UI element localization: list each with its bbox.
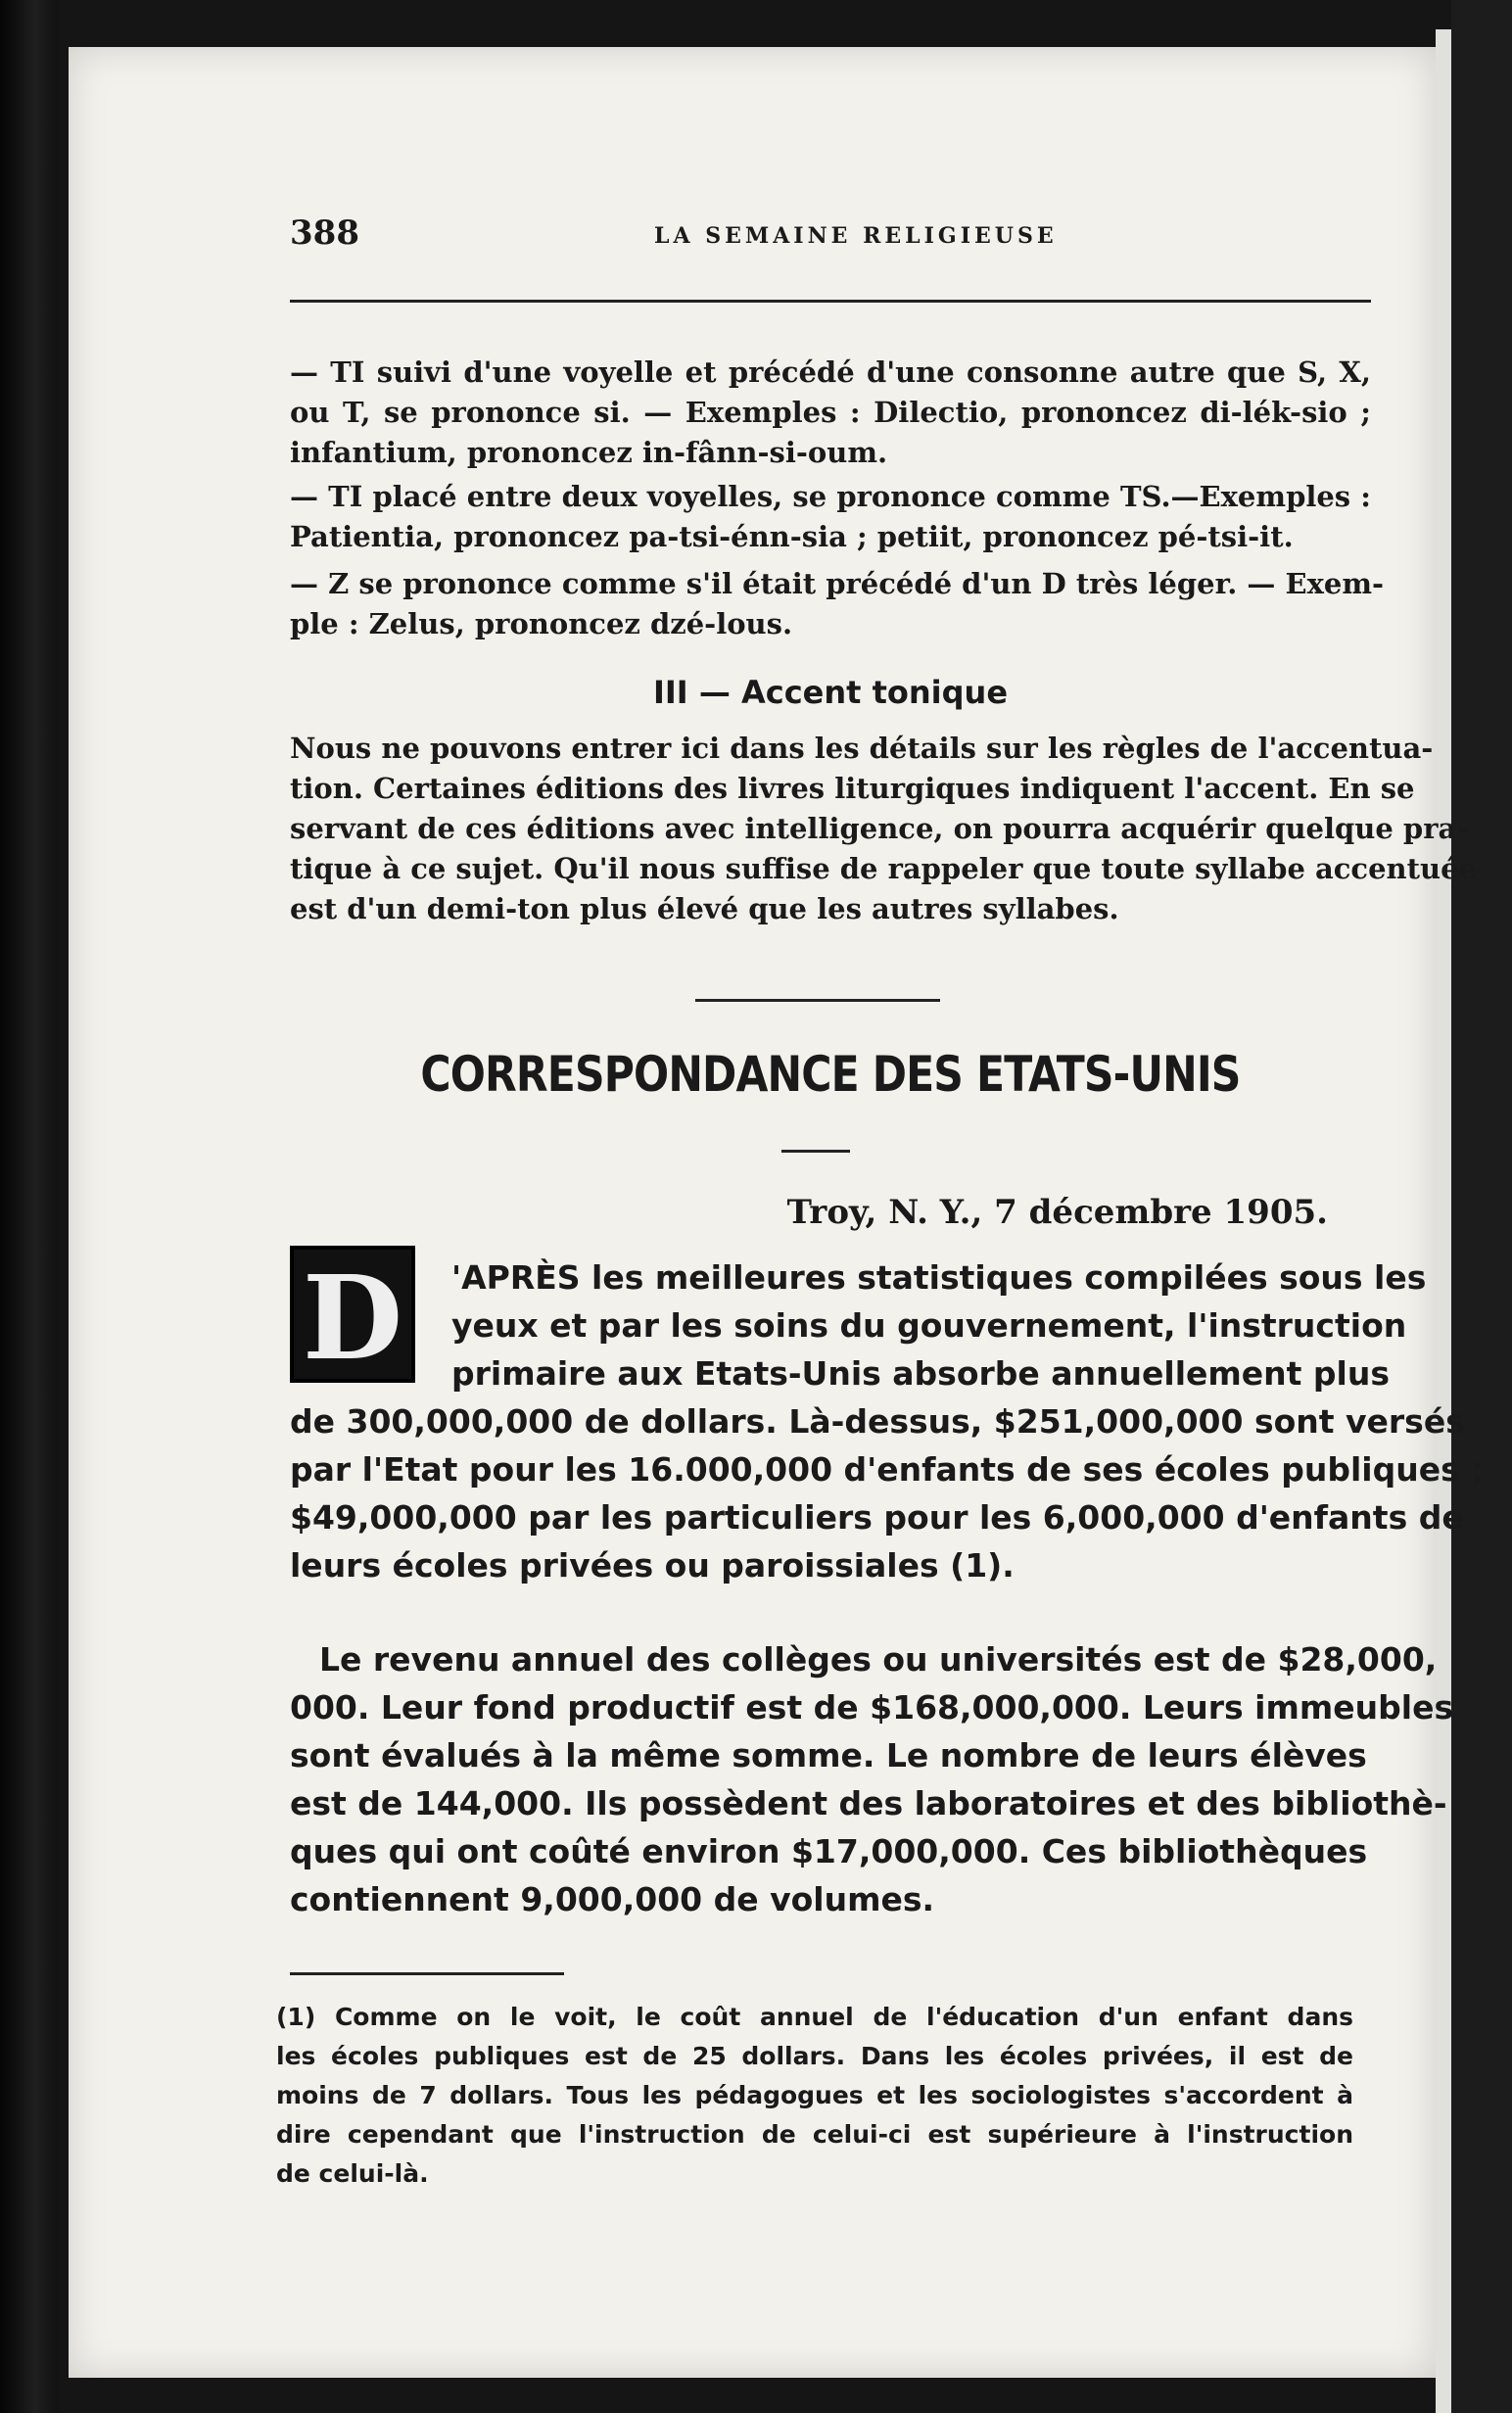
text-line: Le revenu annuel des collèges ou universités est de $28,000, (319, 1640, 1438, 1679)
article-paragraph-2 (290, 1635, 1454, 1923)
text-line: infantium, prononcez in-fânn-si-oum. (290, 436, 888, 469)
text-line: ple : Zelus, prononcez dzé-lous. (290, 607, 793, 640)
text-line: ques qui ont coûté environ $17,000,000. Ces bibliothèques (290, 1832, 1368, 1870)
text-line: de celui-là. (276, 2159, 429, 2188)
paragraph-ti-si (290, 353, 1371, 473)
dateline: Troy, N. Y., 7 décembre 1905. (786, 1193, 1328, 1232)
text-line: yeux et par les soins du gouvernement, l'instruction (451, 1306, 1407, 1345)
text-line: moins de 7 dollars. Tous les pédagogues et les sociologistes s'accordent à (276, 2081, 1353, 2109)
text-line: primaire aux Etats-Unis absorbe annuellement plus (451, 1354, 1390, 1393)
text-line: les écoles publiques est de 25 dollars. Dans les écoles privées, il est de (276, 2042, 1353, 2070)
text-line: contiennent 9,000,000 de volumes. (290, 1880, 935, 1918)
text-line: est de 144,000. Ils possèdent des laboratoires et des bibliothè- (290, 1784, 1447, 1822)
text-line: — TI placé entre deux voyelles, se prononce comme TS.—Exemples : (290, 480, 1371, 513)
text-line: est d'un demi-ton plus élevé que les autres syllabes. (290, 892, 1119, 925)
text-line: — TI suivi d'une voyelle et précédé d'une consonne autre que S, X, (290, 355, 1371, 389)
text-line: dire cependant que l'instruction de celui-ci est supérieure à l'instruction (276, 2120, 1353, 2149)
footnote-rule (290, 1972, 564, 1975)
paragraph-ti-ts (290, 477, 1371, 557)
text-line: 'APRÈS les meilleures statistiques compilées sous les (451, 1258, 1427, 1297)
text-line: leurs écoles privées ou paroissiales (1). (290, 1546, 1015, 1585)
paragraph-z (290, 564, 1385, 644)
footnote (276, 1998, 1353, 2194)
running-head: LA SEMAINE RELIGIEUSE (654, 223, 1058, 249)
text-line: tique à ce sujet. Qu'il nous suffise de rappeler que toute syllabe accentuée (290, 852, 1478, 885)
text-line: servant de ces éditions avec intelligence, on pourra acquérir quelque pra- (290, 812, 1469, 845)
header-rule (290, 300, 1371, 303)
text-line: Patientia, prononcez pa-tsi-énn-sia ; petiit, prononcez pé-tsi-it. (290, 520, 1294, 553)
title-separator (781, 1150, 850, 1153)
article-paragraph-1 (290, 1254, 1485, 1589)
article-title: CORRESPONDANCE DES ETATS-UNIS (420, 1046, 1241, 1103)
text-line: (1) Comme on le voit, le coût annuel de l'éducation d'un enfant dans (276, 2003, 1353, 2031)
text-line: $49,000,000 par les particuliers pour les 6,000,000 d'enfants de (290, 1498, 1464, 1537)
text-line: tion. Certaines éditions des livres liturgiques indiquent l'accent. En se (290, 772, 1415, 805)
page-number: 388 (290, 213, 359, 253)
text-line: par l'Etat pour les 16.000,000 d'enfants de ses écoles publiques ; (290, 1450, 1485, 1489)
section-title: III — Accent tonique (652, 674, 1009, 711)
paragraph-accent (290, 729, 1478, 929)
text-line: de 300,000,000 de dollars. Là-dessus, $251,000,000 sont versés (290, 1402, 1465, 1441)
text-line: Nous ne pouvons entrer ici dans les détails sur les règles de l'accentua- (290, 732, 1434, 765)
text-line: ou T, se prononce si. — Exemples : Dilectio, prononcez di-lék-sio ; (290, 396, 1371, 429)
section-separator (695, 999, 940, 1002)
text-line: — Z se prononce comme s'il était précédé d'un D très léger. — Exem- (290, 567, 1385, 600)
drop-cap: D (290, 1246, 415, 1383)
text-line: sont évalués à la même somme. Le nombre de leurs élèves (290, 1736, 1367, 1774)
text-line: 000. Leur fond productif est de $168,000,000. Leurs immeubles (290, 1688, 1454, 1727)
